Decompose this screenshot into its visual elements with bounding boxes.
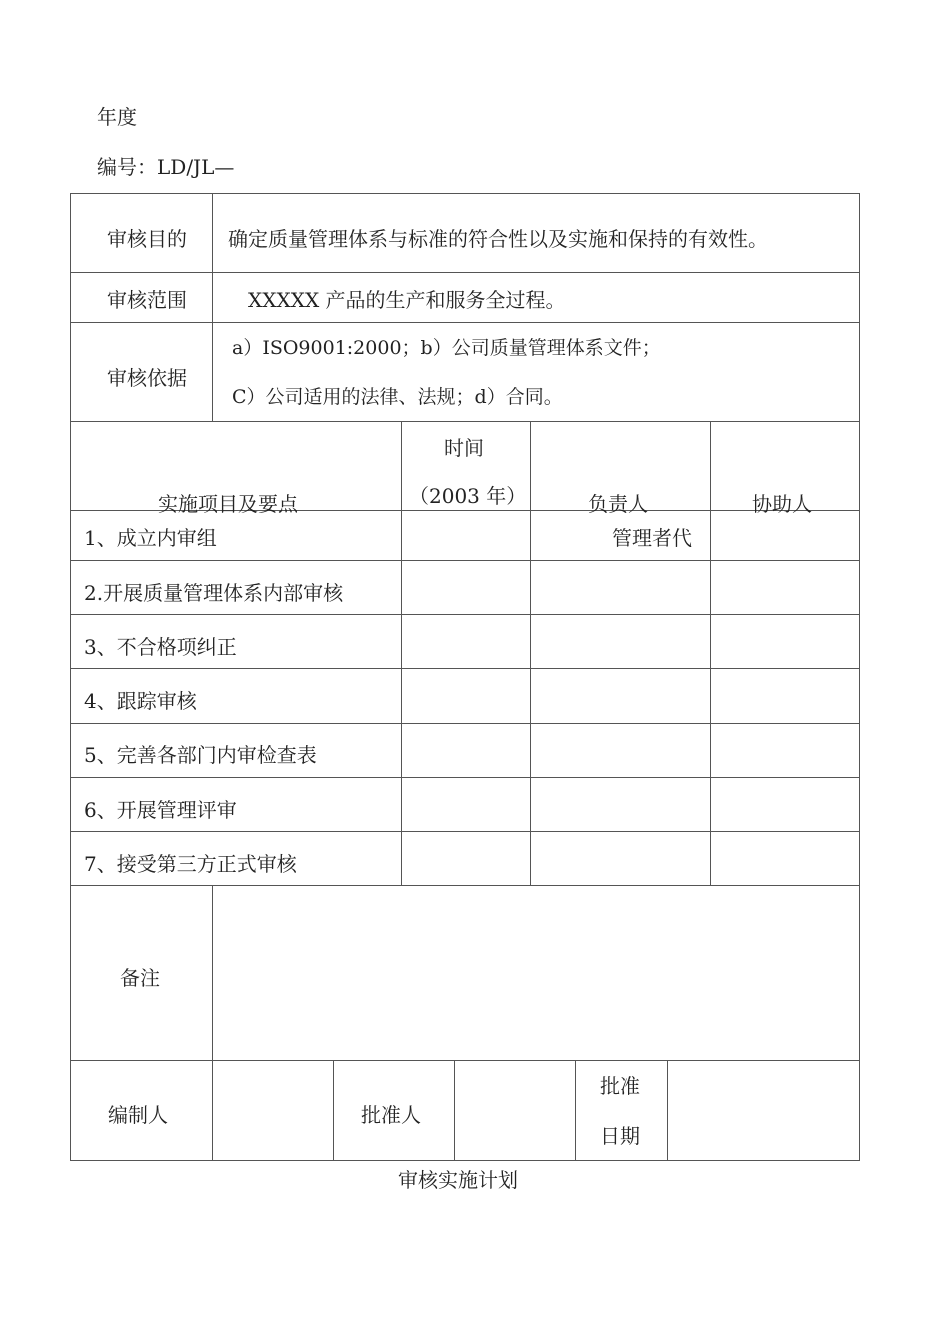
- table-border-left: [70, 193, 71, 1161]
- column-divider: [401, 421, 402, 886]
- document-title: 审核实施计划: [398, 1168, 518, 1192]
- row-divider: [70, 668, 860, 669]
- approval-date-label-line-1: 批准: [600, 1074, 640, 1098]
- column-divider: [212, 193, 213, 422]
- row-divider: [70, 614, 860, 615]
- row-divider: [70, 1060, 860, 1061]
- table-border-bottom: [70, 1160, 860, 1161]
- approved-by-label: 批准人: [361, 1103, 421, 1127]
- table-border-right: [859, 193, 860, 1161]
- header-item: 实施项目及要点: [158, 492, 298, 516]
- row-divider: [70, 723, 860, 724]
- row-divider: [70, 560, 860, 561]
- remarks-label: 备注: [120, 966, 160, 990]
- plan-row-item: 3、不合格项纠正: [84, 635, 237, 659]
- column-divider: [212, 885, 213, 1161]
- year-label: 年度: [97, 105, 137, 129]
- plan-row-item: 6、开展管理评审: [84, 798, 237, 822]
- scope-text: XXXXX 产品的生产和服务全过程。: [248, 288, 566, 312]
- basis-line-1: a）ISO9001:2000；b）公司质量管理体系文件；: [232, 337, 661, 359]
- header-assistant: 协助人: [752, 492, 812, 516]
- purpose-text: 确定质量管理体系与标准的符合性以及实施和保持的有效性。: [228, 227, 768, 251]
- row-divider: [70, 272, 860, 273]
- plan-row-owner: 管理者代: [612, 526, 692, 550]
- plan-row-item: 2.开展质量管理体系内部审核: [84, 581, 344, 605]
- column-divider: [575, 1060, 576, 1161]
- column-divider: [333, 1060, 334, 1161]
- plan-row-item: 7、接受第三方正式审核: [84, 852, 297, 876]
- plan-row-item: 4、跟踪审核: [84, 689, 197, 713]
- header-time-line-1: 时间: [444, 436, 484, 460]
- row-divider: [70, 885, 860, 886]
- header-owner: 负责人: [588, 492, 648, 516]
- row-divider: [70, 322, 860, 323]
- document-number: 编号：LD/JL—: [97, 155, 235, 179]
- row-divider: [70, 831, 860, 832]
- plan-row-item: 5、完善各部门内审检查表: [84, 743, 317, 767]
- scope-label: 审核范围: [107, 288, 187, 312]
- table-border-top: [70, 193, 860, 194]
- basis-line-2: C）公司适用的法律、法规；d）合同。: [232, 386, 563, 408]
- purpose-label: 审核目的: [107, 227, 187, 251]
- column-divider: [530, 421, 531, 886]
- plan-row-item: 1、成立内审组: [84, 526, 217, 550]
- basis-label: 审核依据: [107, 366, 187, 390]
- column-divider: [454, 1060, 455, 1161]
- row-divider: [70, 777, 860, 778]
- row-divider: [70, 421, 860, 422]
- header-time-line-2: （2003 年）: [409, 484, 527, 508]
- prepared-by-label: 编制人: [108, 1103, 168, 1127]
- approval-date-label-line-2: 日期: [600, 1124, 640, 1148]
- column-divider: [667, 1060, 668, 1161]
- column-divider: [710, 421, 711, 886]
